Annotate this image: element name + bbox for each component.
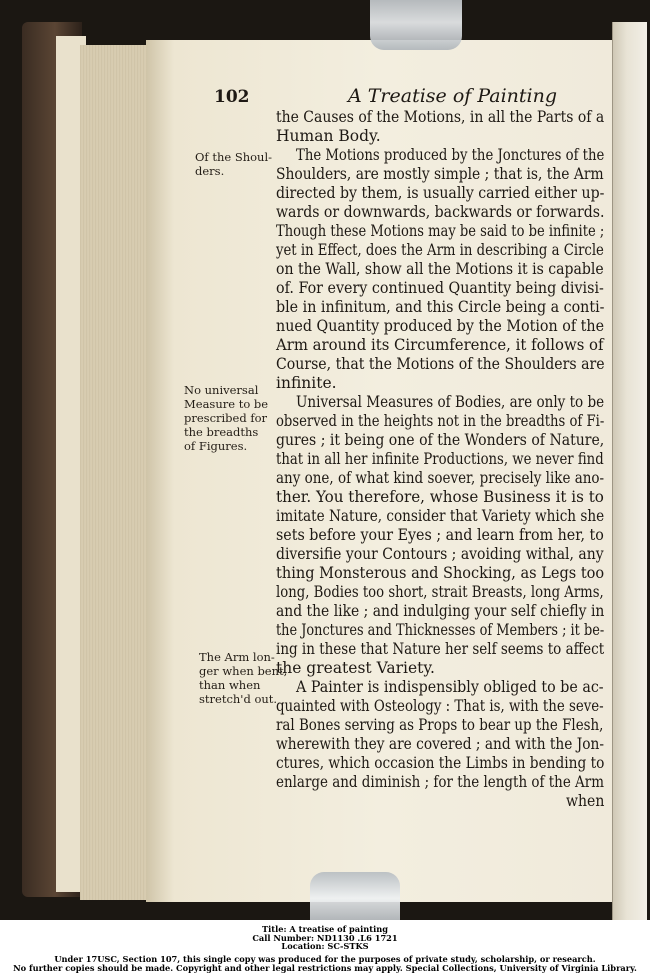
body-line: nued Quantity produced by the Motion of the [276, 317, 605, 335]
side-note: The Arm lon- [199, 650, 275, 664]
running-title: A Treatise of Painting [348, 85, 558, 107]
body-line: ing in these that Nature her self seems to affect [276, 640, 605, 658]
body-line: gures ; it being one of the Wonders of Nature, [276, 431, 605, 449]
body-line: the Jonctures and Thicknesses of Members ; it be- [276, 621, 605, 639]
body-line: ble in infinitum, and this Circle being a conti- [276, 298, 605, 316]
footer-title: Title: A treatise of painting [262, 924, 388, 934]
body-line: A Painter is indispensibly obliged to be ac- [296, 678, 604, 696]
side-note: ders. [195, 164, 225, 178]
catchword: when [566, 792, 605, 810]
body-line: Shoulders, are mostly simple ; that is, the Arm [276, 165, 604, 183]
page-clip-top [370, 0, 462, 50]
side-note: ger when bent, [199, 664, 288, 678]
body-line: enlarge and diminish ; for the length of the Arm [276, 773, 604, 791]
footer-notice: No further copies should be made. Copyright and other legal restrictions may apply. Special Collections, University of Virginia Library. [13, 963, 637, 973]
body-line: wards or downwards, backwards or forwards. [276, 203, 605, 221]
body-line: quainted with Osteology : That is, with the seve- [276, 697, 604, 715]
body-line: wherewith they are covered ; and with the Jon- [276, 735, 605, 753]
body-line: any one, of what kind soever, precisely like ano- [276, 469, 605, 487]
footer-location: Location: SC-STKS [281, 941, 369, 951]
body-line: the Causes of the Motions, in all the Parts of a [276, 108, 605, 126]
body-line: yet in Effect, does the Arm in describing a Circle [276, 241, 604, 259]
body-line: of. For every continued Quantity being divisi- [276, 279, 604, 297]
side-note: No universal [184, 383, 259, 397]
page-edges [80, 45, 147, 900]
body-line: that in all her infinite Productions, we never find [276, 450, 604, 468]
body-line: Course, that the Motions of the Shoulders are [276, 355, 605, 373]
body-line: long, Bodies too short, strait Breasts, long Arms, [276, 583, 604, 601]
body-line: Arm around its Circumference, it follows of [276, 336, 604, 354]
body-line: ctures, which occasion the Limbs in bending to [276, 754, 605, 772]
body-line: ral Bones serving as Props to bear up the Flesh, [276, 716, 604, 734]
side-note: of Figures. [184, 439, 248, 453]
side-note: stretch'd out. [199, 692, 278, 706]
body-line: thing Monsterous and Shocking, as Legs too [276, 564, 605, 582]
page-number: 102 [214, 87, 250, 107]
side-note: Measure to be [184, 397, 269, 411]
page-clip-bottom [310, 872, 400, 920]
body-line: Though these Motions may be said to be infinite ; [276, 222, 605, 240]
side-note: prescribed for [184, 411, 268, 425]
body-line: and the like ; and indulging your self chiefly in [276, 602, 605, 620]
side-note: Of the Shoul- [195, 150, 273, 164]
body-line: Human Body. [276, 127, 381, 145]
footer-notice: Under 17USC, Section 107, this single copy was produced for the purposes of private study, scholarship, or research. [54, 954, 596, 964]
body-line: the greatest Variety. [276, 659, 435, 677]
body-line: ther. You therefore, whose Business it is to [276, 488, 604, 506]
body-line: infinite. [276, 374, 337, 392]
side-note: the breadths [184, 425, 259, 439]
footer-call-number: Call Number: ND1130 .L6 1721 [252, 933, 398, 943]
body-line: imitate Nature, consider that Variety which she [276, 507, 605, 525]
body-line: directed by them, is usually carried either up- [276, 184, 605, 202]
body-line: The Motions produced by the Jonctures of the [296, 146, 605, 164]
body-line: observed in the heights not in the breadths of Fi- [276, 412, 605, 430]
body-line: on the Wall, show all the Motions it is capable [276, 260, 604, 278]
body-line: diversifie your Contours ; avoiding withal, any [276, 545, 604, 563]
facing-page-edge [612, 22, 647, 920]
body-line: Universal Measures of Bodies, are only to be [296, 393, 605, 411]
side-note: than when [199, 678, 261, 692]
body-line: sets before your Eyes ; and learn from her, to [276, 526, 604, 544]
